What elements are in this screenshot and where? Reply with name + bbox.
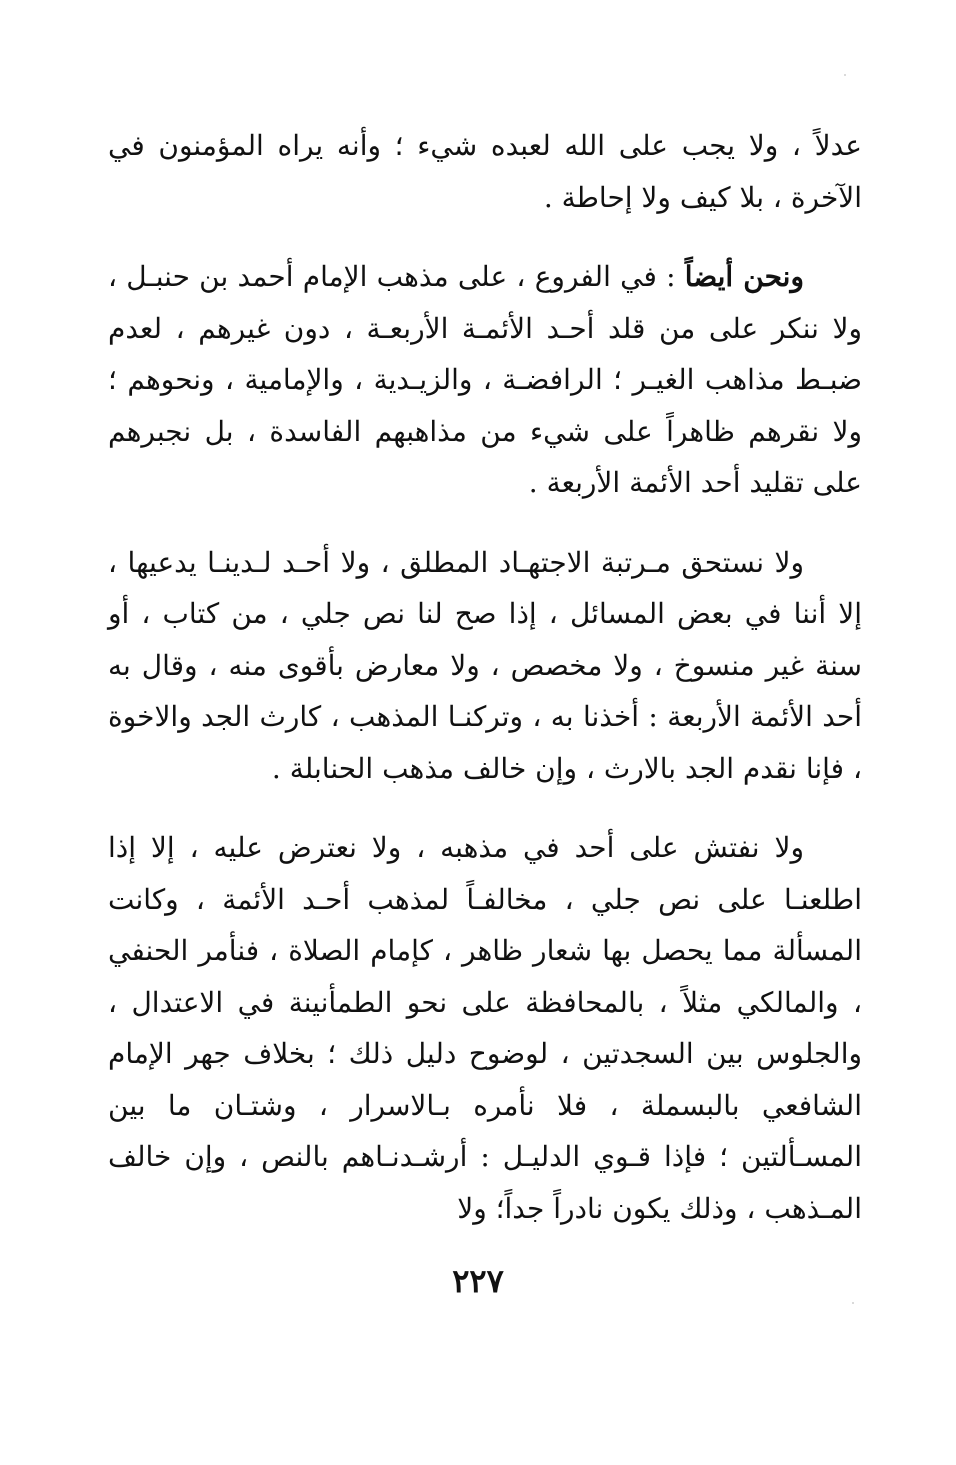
body-text [108,120,862,1262]
paragraph-4-text: ولا نفتش على أحد في مذهبه ، ولا نعترض عليه ، إلا إذا اطلعنـا على نص جلي ، مخالفـاً لمذهب أحـد الأئمة ، وكانت المسألة مما يحصل بها شعار ظاهر ، كإمام الصلاة ، فنأمر الحنفي ، والمالكي مثلاً ، بالمحافظة على نحو الطمأنينة في الاعتدال ، والجلوس بين السجدتين ، لوضوح دليل ذلك ؛ بخلاف جهر الإمام الشافعي بالبسملة ، فلا نأمره بـالاسرار ، وشتـان ما بين المسـألتين ؛ فإذا قـوي الدليـل : أرشـدنـاهم بالنص ، وإن خالف المـذهب ، وذلك يكون نادراً جداً؛ ولا [108,831,862,1225]
paragraph-1-text: عدلاً ، ولا يجب على الله لعبده شيء ؛ وأنه يراه المؤمنون في الآخرة ، بلا كيف ولا إحاطة . [108,129,862,214]
paper-speck [844,74,846,76]
paper-speck [852,1302,854,1304]
paragraph-3 [108,537,862,795]
paragraph-2 [108,251,862,509]
paragraph-4 [108,822,862,1234]
paragraph-3-text: ولا نستحق مـرتبة الاجتهـاد المطلق ، ولا أحـد لـدينـا يدعيها ، إلا أننا في بعض المسائل ، إذا صح لنا نص جلي ، من كتاب ، أو سنة غير منسوخ ، ولا مخصص ، ولا معارض بأقوى منه ، وقال به أحد الأئمة الأربعة : أخذنا به ، وتركنـا المذهب ، كارث الجد والاخوة ، فإنا نقدم الجد بالارث ، وإن خالف مذهب الحنابلة . [108,545,862,785]
paragraph-2-text: : في الفروع ، على مذهب الإمام أحمد بن حنبـل ، ولا ننكر على من قلد أحـد الأئمـة الأربعـة ، دون غيرهم ، لعدم ضبـط مذاهب الغيـر ؛ الرافضـة ، والزيـدية ، والإمامية ، ونحوهم ؛ ولا نقرهم ظاهراً على شيء من مذاهبهم الفاسدة ، بل نجبرهم على تقليد أحد الأئمة الأربعة . [108,260,862,499]
paragraph-2-lead: ونحن أيضاً [684,260,804,293]
page-number: ٢٢٧ [452,1262,504,1300]
paragraph-1 [108,120,862,223]
